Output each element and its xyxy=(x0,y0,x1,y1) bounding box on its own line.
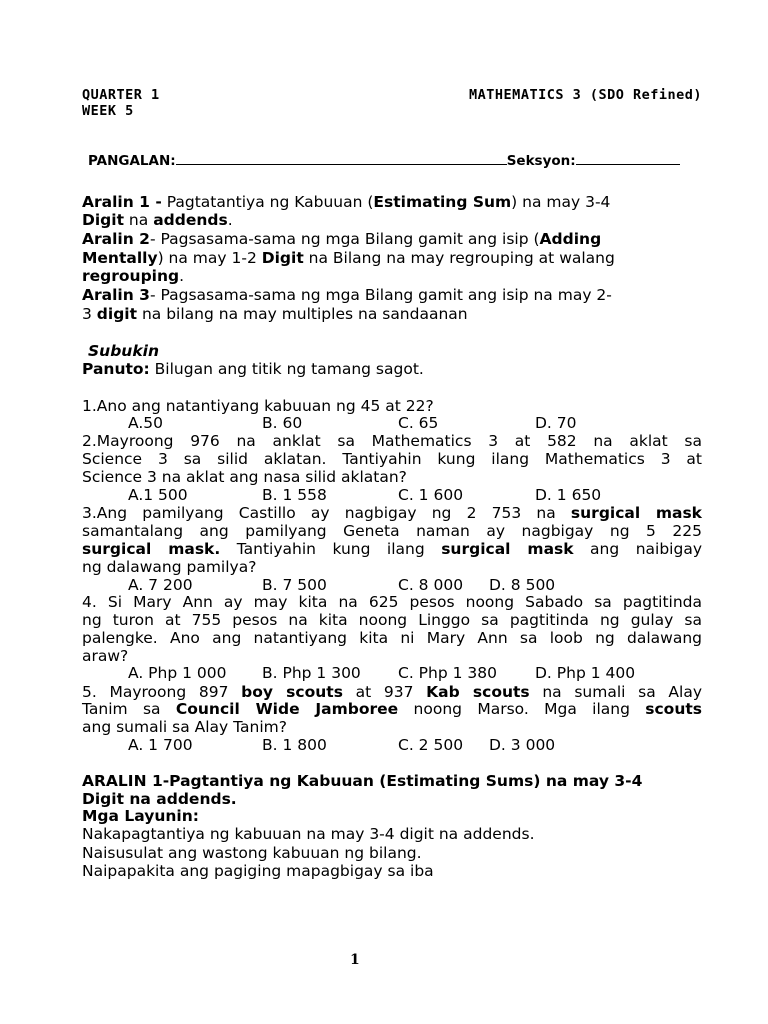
q3-option-a[interactable]: A. 7 200 xyxy=(128,576,193,594)
q2-option-c[interactable]: C. 1 600 xyxy=(398,486,464,504)
question-3-line-3: surgical mask. Tantiyahin kung ilang surgical mask ang naibigay xyxy=(82,540,702,558)
section-blank[interactable] xyxy=(576,150,680,165)
week-label: WEEK 5 xyxy=(82,103,134,119)
q5-option-b[interactable]: B. 1 800 xyxy=(262,736,327,754)
aralin-1-title-line-1: ARALIN 1-Pagtantiya ng Kabuuan (Estimating Sums) na may 3-4 xyxy=(82,772,643,790)
page-number: 1 xyxy=(350,952,360,968)
name-section-line xyxy=(88,150,708,170)
aralin-1-title-line-2: Digit na addends. xyxy=(82,790,237,808)
question-2-line-1: 2.Mayroong 976 na anklat sa Mathematics 3 at 582 na aklat sa xyxy=(82,432,702,450)
q4-option-b[interactable]: B. Php 1 300 xyxy=(262,664,361,682)
q1-option-b[interactable]: B. 60 xyxy=(262,414,303,432)
question-3-line-1: 3.Ang pamilyang Castillo ay nagbigay ng 2 753 na surgical mask xyxy=(82,504,702,522)
question-5-line-2: Tanim sa Council Wide Jamboree noong Marso. Mga ilang scouts xyxy=(82,700,702,718)
q3-option-d[interactable]: D. 8 500 xyxy=(489,576,556,594)
objective-1: Nakapagtantiya ng kabuuan na may 3-4 digit na addends. xyxy=(82,825,535,843)
q1-option-a[interactable]: A.50 xyxy=(128,414,163,432)
question-4-line-1: 4. Si Mary Ann ay may kita na 625 pesos noong Sabado sa pagtitinda xyxy=(82,593,702,611)
lesson-2-line-1: Aralin 2- Pagsasama-sama ng mga Bilang gamit ang isip (Adding xyxy=(82,230,602,248)
lesson-1-line-2: Digit na addends. xyxy=(82,211,233,229)
mga-layunin-heading: Mga Layunin: xyxy=(82,807,199,825)
question-2-line-3: Science 3 na aklat ang nasa silid aklatan? xyxy=(82,468,407,486)
q5-option-c[interactable]: C. 2 500 xyxy=(398,736,464,754)
question-1: 1.Ano ang natantiyang kabuuan ng 45 at 22? xyxy=(82,397,434,415)
q4-option-d[interactable]: D. Php 1 400 xyxy=(535,664,636,682)
question-3-line-4: ng dalawang pamilya? xyxy=(82,558,257,576)
q2-option-a[interactable]: A.1 500 xyxy=(128,486,188,504)
q5-option-a[interactable]: A. 1 700 xyxy=(128,736,193,754)
lesson-2-line-3: regrouping. xyxy=(82,267,185,285)
name-label: PANGALAN: xyxy=(88,153,176,169)
quarter-label: QUARTER 1 xyxy=(82,87,160,103)
lesson-1-line-1: Aralin 1 - Pagtatantiya ng Kabuuan (Estimating Sum) na may 3-4 xyxy=(82,193,611,211)
lesson-3-line-1: Aralin 3- Pagsasama-sama ng mga Bilang gamit ang isip na may 2- xyxy=(82,286,612,304)
question-4-line-4: araw? xyxy=(82,647,129,665)
question-2-line-2: Science 3 sa silid aklatan. Tantiyahin kung ilang Mathematics 3 at xyxy=(82,450,702,468)
q4-option-c[interactable]: C. Php 1 380 xyxy=(398,664,497,682)
q4-option-a[interactable]: A. Php 1 000 xyxy=(128,664,227,682)
name-blank[interactable] xyxy=(176,150,507,165)
q3-option-b[interactable]: B. 7 500 xyxy=(262,576,327,594)
q5-option-d[interactable]: D. 3 000 xyxy=(489,736,556,754)
panuto-line: Panuto: Bilugan ang titik ng tamang sagot. xyxy=(82,360,424,378)
lesson-3-line-2: 3 digit na bilang na may multiples na sandaanan xyxy=(82,305,468,323)
lesson-2-line-2: Mentally) na may 1-2 Digit na Bilang na may regrouping at walang xyxy=(82,249,615,267)
section-label: Seksyon: xyxy=(506,153,576,169)
question-3-line-2: samantalang ang pamilyang Geneta naman ay nagbigay ng 5 225 xyxy=(82,522,702,540)
question-4-line-2: ng turon at 755 pesos na kita noong Linggo sa pagtitinda ng gulay sa xyxy=(82,611,702,629)
objective-3: Naipapakita ang pagiging mapagbigay sa iba xyxy=(82,862,434,880)
question-5-line-1: 5. Mayroong 897 boy scouts at 937 Kab scouts na sumali sa Alay xyxy=(82,683,702,701)
q2-option-b[interactable]: B. 1 558 xyxy=(262,486,327,504)
q1-option-c[interactable]: C. 65 xyxy=(398,414,439,432)
question-4-line-3: palengke. Ano ang natantiyang kita ni Mary Ann sa loob ng dalawang xyxy=(82,629,702,647)
subukin-title: Subukin xyxy=(88,342,159,360)
subject-label: MATHEMATICS 3 (SDO Refined) xyxy=(469,87,702,103)
objective-2: Naisusulat ang wastong kabuuan ng bilang. xyxy=(82,844,422,862)
question-5-line-3: ang sumali sa Alay Tanim? xyxy=(82,718,287,736)
q2-option-d[interactable]: D. 1 650 xyxy=(535,486,602,504)
q1-option-d[interactable]: D. 70 xyxy=(535,414,577,432)
q3-option-c[interactable]: C. 8 000 xyxy=(398,576,464,594)
